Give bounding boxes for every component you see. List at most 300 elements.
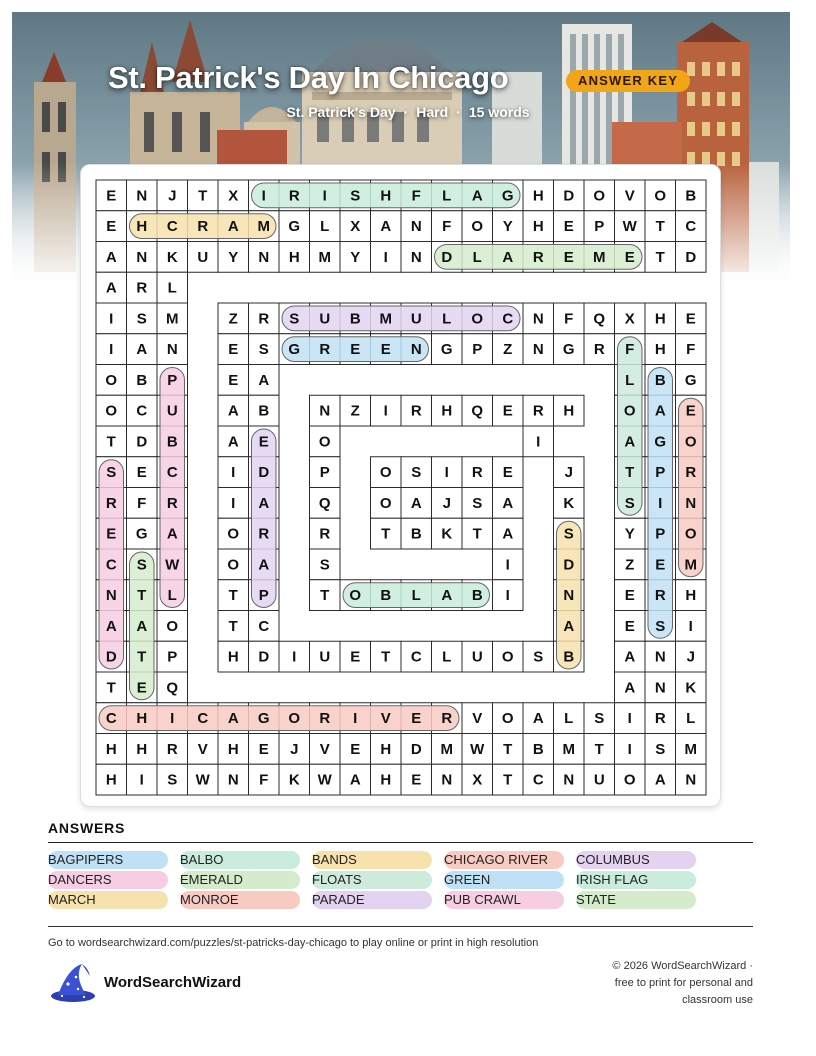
grid-letter: G	[654, 433, 667, 451]
grid-letter: U	[166, 402, 178, 420]
grid-letter: R	[532, 402, 544, 420]
answers-divider	[48, 842, 753, 843]
grid-letter: E	[655, 556, 666, 574]
grid-letter: I	[139, 771, 144, 789]
grid-letter: I	[353, 710, 358, 728]
grid-letter: Z	[350, 402, 360, 420]
answer-word: GREEN	[444, 871, 564, 889]
grid-letter: I	[231, 494, 236, 512]
copyright-line: classroom use	[682, 994, 753, 1006]
grid-letter: C	[502, 310, 514, 328]
grid-letter: I	[383, 248, 388, 266]
grid-letter: M	[257, 218, 270, 236]
grid-letter: P	[472, 341, 483, 359]
answer-word: CHICAGO RIVER	[444, 851, 564, 869]
grid-letter: M	[562, 740, 575, 758]
grid-letter: C	[685, 218, 697, 236]
puzzle-meta	[0, 104, 816, 120]
grid-letter: A	[105, 248, 117, 266]
grid-letter: U	[471, 648, 483, 666]
grid-letter: A	[502, 494, 514, 512]
grid-letter: J	[442, 494, 451, 512]
grid-letter: F	[442, 218, 452, 236]
grid-letter: N	[136, 187, 148, 205]
grid-letter: S	[472, 494, 483, 512]
grid-letter: D	[136, 433, 148, 451]
grid-letter: I	[322, 187, 327, 205]
grid-letter: Z	[503, 341, 513, 359]
grid-letter: V	[472, 710, 483, 728]
grid-letter: I	[109, 341, 114, 359]
grid-letter: N	[685, 771, 697, 789]
grid-letter: G	[288, 341, 301, 359]
grid-letter: L	[411, 587, 421, 605]
difficulty-label: Hard	[416, 104, 449, 120]
grid-letter: A	[654, 402, 666, 420]
grid-letter: H	[105, 740, 117, 758]
grid-letter: F	[137, 494, 147, 512]
grid-letter: L	[564, 710, 574, 728]
grid-letter: T	[228, 617, 238, 635]
grid-letter: T	[503, 740, 513, 758]
grid-letter: E	[350, 648, 361, 666]
grid-letter: T	[137, 587, 147, 605]
grid-letter: R	[532, 248, 544, 266]
grid-letter: M	[318, 248, 331, 266]
grid-letter: H	[136, 710, 148, 728]
grid-letter: Y	[228, 248, 239, 266]
grid-letter: N	[136, 248, 148, 266]
grid-letter: O	[105, 402, 118, 420]
grid-letter: S	[289, 310, 300, 328]
grid-letter: S	[655, 617, 666, 635]
grid-letter: E	[136, 679, 147, 697]
grid-letter: N	[105, 587, 117, 605]
grid-letter: W	[470, 740, 485, 758]
grid-letter: A	[624, 433, 636, 451]
grid-letter: A	[166, 525, 178, 543]
grid-letter: S	[167, 771, 178, 789]
grid-letter: N	[654, 679, 666, 697]
answer-highlight	[252, 429, 277, 608]
grid-letter: L	[472, 248, 482, 266]
grid-letter: H	[227, 740, 239, 758]
grid-letter: N	[319, 402, 331, 420]
grid-letter: A	[502, 248, 514, 266]
answer-word: STATE	[576, 891, 696, 909]
footer-divider	[48, 926, 753, 927]
grid-letter: F	[564, 310, 574, 328]
grid-letter: Y	[502, 218, 513, 236]
grid-letter: H	[380, 771, 392, 789]
copyright-line: © 2026 WordSearchWizard ·	[612, 960, 753, 972]
grid-letter: O	[623, 771, 636, 789]
grid-letter: S	[106, 464, 117, 482]
grid-letter: I	[688, 617, 693, 635]
grid-letter: A	[258, 556, 270, 574]
grid-letter: R	[105, 494, 117, 512]
answer-word: DANCERS	[48, 871, 168, 889]
answers-list	[48, 851, 753, 913]
brand-name: WordSearchWizard	[104, 974, 242, 991]
grid-letter: A	[227, 402, 239, 420]
grid-letter: E	[350, 341, 361, 359]
grid-letter: C	[197, 710, 209, 728]
grid-letter: I	[383, 402, 388, 420]
grid-letter: Q	[166, 679, 179, 697]
grid-letter: U	[319, 648, 331, 666]
grid-letter: P	[655, 525, 666, 543]
grid-letter: T	[655, 218, 665, 236]
grid-letter: U	[410, 310, 422, 328]
grid-letter: D	[441, 248, 453, 266]
grid-letter: H	[136, 740, 148, 758]
grid-letter: S	[411, 464, 422, 482]
grid-letter: I	[505, 556, 510, 574]
grid-letter: O	[654, 187, 667, 205]
grid-letter: O	[471, 310, 484, 328]
grid-letter: H	[685, 587, 697, 605]
grid-letter: A	[105, 279, 117, 297]
wizard-hat-icon	[48, 962, 98, 1006]
grid-letter: B	[136, 371, 148, 389]
answer-highlight	[282, 306, 520, 331]
grid-letter: R	[685, 464, 697, 482]
grid-letter: L	[442, 648, 452, 666]
grid-letter: R	[288, 187, 300, 205]
grid-letter: D	[563, 187, 575, 205]
grid-letter: E	[106, 525, 117, 543]
grid-letter: G	[257, 710, 270, 728]
grid-letter: F	[411, 187, 421, 205]
grid-letter: B	[410, 525, 422, 543]
grid-letter: H	[136, 218, 148, 236]
grid-letter: O	[379, 464, 392, 482]
grid-letter: A	[349, 771, 361, 789]
grid-letter: A	[502, 525, 514, 543]
grid-letter: N	[441, 771, 453, 789]
grid-letter: E	[106, 218, 117, 236]
grid-letter: M	[593, 248, 606, 266]
grid-letter: Z	[625, 556, 635, 574]
grid-letter: A	[105, 617, 117, 635]
grid-letter: H	[532, 218, 544, 236]
grid-letter: E	[685, 310, 696, 328]
answer-word: EMERALD	[180, 871, 300, 889]
grid-letter: L	[167, 279, 177, 297]
puzzle-grid-card	[80, 164, 721, 807]
grid-letter: E	[411, 710, 422, 728]
grid-letter: K	[563, 494, 575, 512]
grid-letter: N	[685, 494, 697, 512]
grid-letter: S	[350, 187, 361, 205]
answer-word: COLUMBUS	[576, 851, 696, 869]
answer-word: MONROE	[180, 891, 300, 909]
title-block	[0, 60, 816, 130]
grid-letter: G	[288, 218, 301, 236]
grid-letter: M	[166, 310, 179, 328]
grid-letter: J	[564, 464, 573, 482]
grid-letter: T	[198, 187, 208, 205]
grid-letter: I	[292, 648, 297, 666]
grid-letter: O	[349, 587, 362, 605]
grid-letter: P	[167, 648, 178, 666]
grid-letter: T	[594, 740, 604, 758]
grid-letter: E	[563, 218, 574, 236]
grid-letter: H	[288, 248, 300, 266]
grid-letter: O	[227, 556, 240, 574]
grid-letter: U	[593, 771, 605, 789]
grid-letter: I	[536, 433, 541, 451]
grid-letter: E	[624, 617, 635, 635]
grid-letter: A	[227, 710, 239, 728]
grid-letter: M	[440, 740, 453, 758]
category-label: St. Patrick's Day	[286, 104, 396, 120]
grid-letter: S	[563, 525, 574, 543]
grid-letter: C	[105, 556, 117, 574]
grid-letter: C	[166, 464, 178, 482]
grid-letter: A	[441, 587, 453, 605]
grid-letter: B	[685, 187, 697, 205]
grid-letter: V	[197, 740, 208, 758]
grid-letter: T	[472, 525, 482, 543]
grid-letter: C	[105, 710, 117, 728]
grid-letter: T	[106, 679, 116, 697]
answers-heading: ANSWERS	[48, 820, 126, 836]
grid-letter: F	[625, 341, 635, 359]
grid-letter: C	[532, 771, 544, 789]
grid-letter: R	[410, 402, 422, 420]
grid-letter: N	[258, 248, 270, 266]
answer-key-badge: ANSWER KEY	[566, 70, 690, 92]
grid-letter: W	[317, 771, 332, 789]
grid-letter: I	[444, 464, 449, 482]
grid-letter: B	[166, 433, 178, 451]
grid-letter: D	[563, 556, 575, 574]
grid-letter: Q	[318, 494, 331, 512]
grid-letter: E	[228, 341, 239, 359]
answers-section	[48, 820, 753, 913]
grid-letter: A	[258, 371, 270, 389]
grid-letter: O	[623, 402, 636, 420]
grid-letter: O	[501, 648, 514, 666]
grid-letter: H	[563, 402, 575, 420]
grid-letter: H	[227, 648, 239, 666]
grid-letter: E	[350, 740, 361, 758]
grid-letter: O	[684, 525, 697, 543]
grid-letter: U	[197, 248, 209, 266]
answer-word: BAGPIPERS	[48, 851, 168, 869]
word-count-label: 15 words	[468, 104, 530, 120]
grid-letter: T	[655, 248, 665, 266]
grid-letter: N	[654, 648, 666, 666]
grid-letter: T	[381, 648, 391, 666]
grid-letter: S	[136, 556, 147, 574]
grid-letter: O	[166, 617, 179, 635]
grid-letter: C	[166, 218, 178, 236]
grid-letter: A	[380, 218, 392, 236]
grid-letter: E	[624, 248, 635, 266]
grid-letter: E	[624, 587, 635, 605]
grid-letter: B	[380, 587, 392, 605]
grid-letter: P	[258, 587, 269, 605]
grid-letter: I	[170, 710, 175, 728]
answer-word: BALBO	[180, 851, 300, 869]
copyright-line: free to print for personal and	[614, 977, 753, 989]
grid-letter: S	[136, 310, 147, 328]
grid-letter: O	[227, 525, 240, 543]
grid-letter: L	[686, 710, 696, 728]
grid-letter: P	[655, 464, 666, 482]
grid-letter: S	[594, 710, 605, 728]
grid-letter: W	[165, 556, 180, 574]
grid-letter: E	[258, 433, 269, 451]
grid-letter: B	[532, 740, 544, 758]
grid-letter: N	[563, 771, 575, 789]
grid-letter: A	[258, 494, 270, 512]
grid-letter: R	[319, 710, 331, 728]
grid-letter: K	[441, 525, 453, 543]
grid-letter: W	[622, 218, 637, 236]
grid-letter: A	[532, 710, 544, 728]
grid-letter: M	[684, 740, 697, 758]
grid-letter: D	[410, 740, 422, 758]
grid-letter: O	[318, 433, 331, 451]
grid-letter: O	[593, 187, 606, 205]
grid-letter: B	[654, 371, 666, 389]
grid-letter: A	[136, 341, 148, 359]
grid-letter: P	[167, 371, 178, 389]
grid-letter: E	[563, 248, 574, 266]
grid-letter: Q	[471, 402, 484, 420]
grid-letter: H	[380, 740, 392, 758]
grid-letter: D	[105, 648, 117, 666]
grid-letter: R	[654, 710, 666, 728]
grid-letter: I	[261, 187, 266, 205]
answer-word: MARCH	[48, 891, 168, 909]
grid-letter: O	[684, 433, 697, 451]
grid-letter: X	[228, 187, 239, 205]
grid-letter: X	[624, 310, 635, 328]
grid-letter: Y	[350, 248, 361, 266]
answer-highlight	[99, 706, 459, 731]
grid-letter: I	[109, 310, 114, 328]
grid-letter: V	[319, 740, 330, 758]
grid-letter: Z	[228, 310, 238, 328]
grid-letter: E	[411, 771, 422, 789]
grid-letter: R	[319, 341, 331, 359]
grid-letter: T	[381, 525, 391, 543]
footer-url-text: Go to wordsearchwizard.com/puzzles/st-patricks-day-chicago to play online or print in high resolution	[48, 937, 539, 949]
answer-highlight	[618, 337, 643, 516]
grid-letter: L	[442, 310, 452, 328]
grid-letter: X	[472, 771, 483, 789]
grid-letter: K	[288, 771, 300, 789]
grid-letter: E	[228, 371, 239, 389]
grid-letter: T	[503, 771, 513, 789]
grid-letter: W	[195, 771, 210, 789]
grid-letter: T	[625, 464, 635, 482]
grid-letter: C	[258, 617, 270, 635]
grid-letter: R	[166, 740, 178, 758]
grid-letter: E	[502, 464, 513, 482]
grid-letter: R	[441, 710, 453, 728]
grid-letter: T	[137, 648, 147, 666]
puzzle-grid	[81, 165, 722, 808]
grid-letter: S	[533, 648, 544, 666]
grid-letter: R	[258, 310, 270, 328]
copyright	[533, 958, 753, 1009]
grid-letter: V	[624, 187, 635, 205]
grid-letter: F	[686, 341, 696, 359]
grid-letter: Q	[593, 310, 606, 328]
grid-letter: T	[320, 587, 330, 605]
grid-letter: E	[502, 402, 513, 420]
grid-letter: P	[319, 464, 330, 482]
grid-letter: X	[350, 218, 361, 236]
grid-letter: O	[105, 371, 118, 389]
grid-letter: M	[684, 556, 697, 574]
grid-letter: A	[227, 218, 239, 236]
grid-letter: N	[563, 587, 575, 605]
grid-letter: N	[410, 218, 422, 236]
grid-letter: H	[105, 771, 117, 789]
grid-letter: B	[349, 310, 361, 328]
grid-letter: A	[563, 617, 575, 635]
grid-letter: K	[166, 248, 178, 266]
grid-letter: R	[471, 464, 483, 482]
grid-letter: A	[654, 771, 666, 789]
grid-letter: A	[136, 617, 148, 635]
grid-letter: E	[106, 187, 117, 205]
grid-letter: L	[320, 218, 330, 236]
grid-letter: N	[227, 771, 239, 789]
grid-letter: U	[319, 310, 331, 328]
grid-letter: E	[380, 341, 391, 359]
meta-separator: ·	[403, 104, 409, 120]
grid-letter: I	[658, 494, 663, 512]
grid-letter: R	[136, 279, 148, 297]
grid-letter: T	[106, 433, 116, 451]
grid-letter: R	[166, 494, 178, 512]
grid-letter: H	[532, 187, 544, 205]
grid-letter: R	[593, 341, 605, 359]
grid-letter: H	[441, 402, 453, 420]
grid-letter: T	[228, 587, 238, 605]
grid-letter: C	[136, 402, 148, 420]
grid-letter: O	[288, 710, 301, 728]
grid-letter: D	[685, 248, 697, 266]
grid-letter: A	[471, 187, 483, 205]
grid-letter: O	[501, 710, 514, 728]
grid-letter: R	[319, 525, 331, 543]
grid-letter: I	[627, 740, 632, 758]
grid-letter: E	[258, 740, 269, 758]
grid-letter: O	[471, 218, 484, 236]
grid-letter: B	[471, 587, 483, 605]
grid-letter: G	[135, 525, 148, 543]
answer-highlight	[679, 398, 704, 577]
grid-letter: N	[532, 341, 544, 359]
grid-letter: R	[654, 587, 666, 605]
grid-letter: V	[380, 710, 391, 728]
grid-letter: A	[227, 433, 239, 451]
grid-letter: R	[258, 525, 270, 543]
grid-letter: N	[532, 310, 544, 328]
grid-letter: H	[380, 187, 392, 205]
grid-letter: S	[655, 740, 666, 758]
grid-letter: I	[505, 587, 510, 605]
